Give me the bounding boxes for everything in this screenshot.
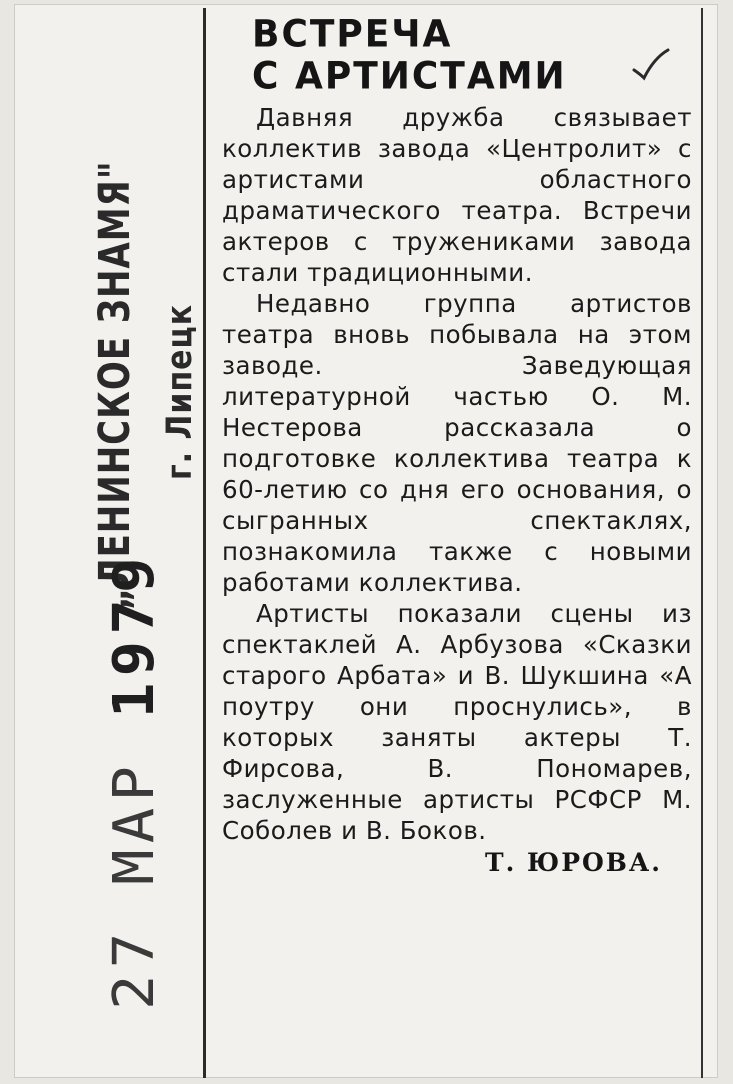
date-day-month: 27 МАР — [102, 718, 167, 1010]
article-title — [252, 14, 692, 98]
paragraph: Давняя дружба связывает коллектив завода «Центролит» с артистами областного драматического театра. Встречи актеров с тружениками завода стали традиционными. — [222, 103, 692, 287]
article — [222, 14, 692, 877]
newspaper-name: „ЛЕНИНСКОЕ ЗНАМЯ" — [90, 160, 140, 610]
column-rule-right — [701, 8, 703, 1078]
title-line-2: С АРТИСТАМИ — [252, 54, 567, 98]
column-rule-left — [203, 8, 206, 1078]
article-body — [222, 102, 692, 846]
archive-stamp — [20, 10, 200, 1070]
author-signature: Т. ЮРОВА. — [485, 848, 662, 877]
title-line-1: ВСТРЕЧА — [252, 12, 453, 56]
city-name: г. Липецк — [160, 303, 201, 480]
paragraph: Недавно группа артистов театра вновь побывала на этом заводе. Заведующая литературной частью О. М. Нестерова рассказала о подготовке коллектива театра к 60-летию со дня его основания, о сыгранных спектаклях, познакомила также с новыми работами коллектива. — [222, 289, 692, 597]
paragraph: Артисты показали сцены из спектаклей А. Арбузова «Сказки старого Арбата» и В. Шукшина «А поутру они проснулись», в которых заняты актеры Т. Фирсова, В. Пономарев, заслуженные артисты РСФСР М. Соболев и В. Боков. — [222, 599, 692, 845]
date-year: 1979 — [102, 551, 167, 719]
date-stamp — [102, 551, 167, 1010]
checkmark-icon — [630, 44, 670, 84]
